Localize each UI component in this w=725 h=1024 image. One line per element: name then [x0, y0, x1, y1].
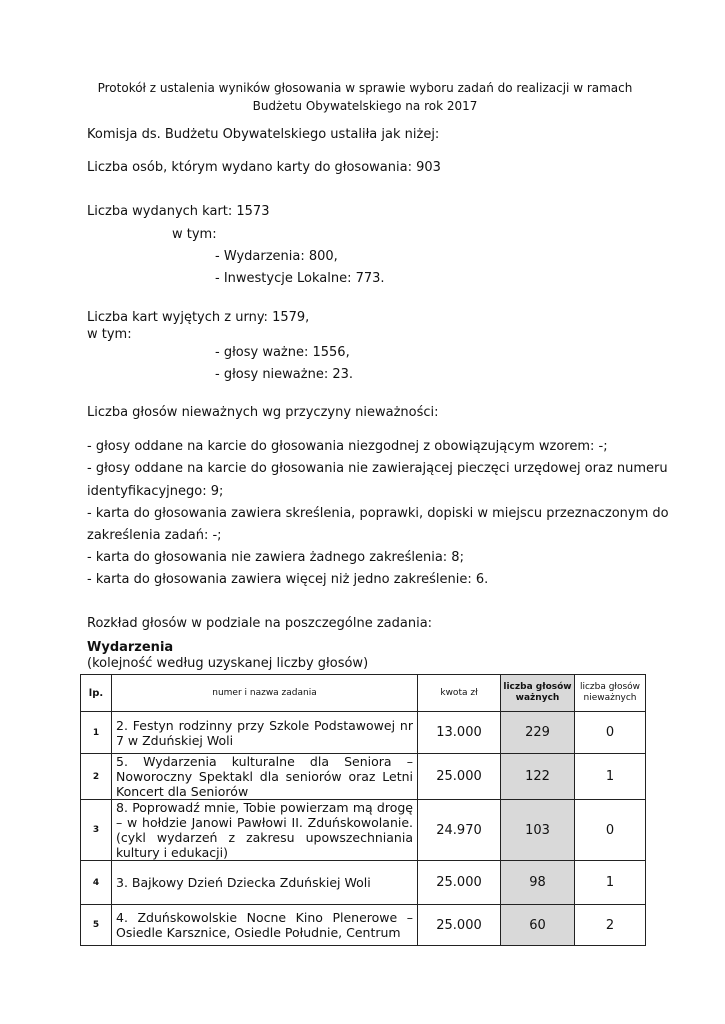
taken-cards-line: Liczba kart wyjętych z urny: 1579,: [87, 310, 310, 325]
invalid-reasons-header: Liczba głosów nieważnych wg przyczyny nieważności:: [87, 405, 439, 420]
row-invalid-votes: 1: [575, 861, 646, 905]
table-row: [81, 712, 646, 754]
row-valid-votes: 229: [501, 712, 575, 754]
header-valid-votes: liczba głosów ważnych: [501, 675, 575, 712]
distribution-header: Rozkład głosów w podziale na poszczególne zadania:: [87, 616, 433, 631]
row-task-name: 5. Wydarzenia kulturalne dla Seniora – Noworoczny Spektakl dla seniorów oraz Letni Koncert dla Seniorów: [112, 754, 418, 800]
issued-w-tym: w tym:: [172, 227, 217, 242]
row-invalid-votes: 0: [575, 712, 646, 754]
row-amount: 25.000: [418, 905, 501, 946]
issued-cards-line: Liczba wydanych kart: 1573: [87, 204, 270, 219]
row-valid-votes: 98: [501, 861, 575, 905]
row-task-name: 4. Zduńskowolskie Nocne Kino Plenerowe – Osiedle Karsznice, Osiedle Południe, Centrum: [112, 905, 418, 946]
table-header-row: [81, 675, 646, 712]
table-row: [81, 861, 646, 905]
row-amount: 25.000: [418, 754, 501, 800]
row-task-name: 2. Festyn rodzinny przy Szkole Podstawowej nr 7 w Zduńskiej Woli: [112, 712, 418, 754]
row-lp: 3: [81, 800, 112, 861]
row-amount: 24.970: [418, 800, 501, 861]
row-lp: 4: [81, 861, 112, 905]
votes-table: [80, 674, 646, 946]
row-lp: 5: [81, 905, 112, 946]
intro-text: Komisja ds. Budżetu Obywatelskiego ustaliła jak niżej:: [87, 127, 440, 142]
invalid-reason-2-line-2: identyfikacyjnego: 9;: [87, 484, 224, 499]
row-invalid-votes: 2: [575, 905, 646, 946]
row-valid-votes: 103: [501, 800, 575, 861]
invalid-reason-3-line-1: - karta do głosowania zawiera skreślenia, poprawki, dopiski w miejscu przeznaczonym do: [87, 506, 669, 521]
section-subtitle: (kolejność według uzyskanej liczby głosów): [87, 656, 369, 671]
row-invalid-votes: 1: [575, 754, 646, 800]
header-amount: kwota zł: [418, 675, 501, 712]
title-line-1: Protokół z ustalenia wyników głosowania w sprawie wyboru zadań do realizacji w ramach: [97, 81, 633, 95]
taken-w-tym: w tym:: [87, 327, 132, 342]
row-invalid-votes: 0: [575, 800, 646, 861]
row-valid-votes: 60: [501, 905, 575, 946]
header-lp: lp.: [81, 675, 112, 712]
row-amount: 25.000: [418, 861, 501, 905]
row-amount: 13.000: [418, 712, 501, 754]
table-row: [81, 754, 646, 800]
document-title: [80, 79, 650, 115]
invalid-reason-1: - głosy oddane na karcie do głosowania niezgodnej z obowiązującym wzorem: -;: [87, 439, 608, 454]
issued-item-events: - Wydarzenia: 800,: [215, 249, 338, 264]
table-row: [81, 800, 646, 861]
row-task-name: 3. Bajkowy Dzień Dziecka Zduńskiej Woli: [112, 861, 418, 905]
header-task-name: numer i nazwa zadania: [112, 675, 418, 712]
row-valid-votes: 122: [501, 754, 575, 800]
section-title: Wydarzenia: [87, 640, 174, 655]
invalid-reason-5: - karta do głosowania zawiera więcej niż jedno zakreślenie: 6.: [87, 572, 489, 587]
taken-item-invalid: - głosy nieważne: 23.: [215, 367, 354, 382]
row-lp: 1: [81, 712, 112, 754]
issued-item-investments: - Inwestycje Lokalne: 773.: [215, 271, 385, 286]
taken-item-valid: - głosy ważne: 1556,: [215, 345, 350, 360]
row-lp: 2: [81, 754, 112, 800]
row-task-name: 8. Poprowadź mnie, Tobie powierzam mą drogę – w hołdzie Janowi Pawłowi II. Zduńskowolanie. (cykl wydarzeń z zakresu upowszechniania kultury i edukacji): [112, 800, 418, 861]
persons-count-line: Liczba osób, którym wydano karty do głosowania: 903: [87, 160, 441, 175]
header-invalid-votes: liczba głosów nieważnych: [575, 675, 646, 712]
title-line-2: Budżetu Obywatelskiego na rok 2017: [252, 99, 478, 113]
table-row: [81, 905, 646, 946]
invalid-reason-2-line-1: - głosy oddane na karcie do głosowania nie zawierającej pieczęci urzędowej oraz numeru: [87, 461, 668, 476]
invalid-reason-4: - karta do głosowania nie zawiera żadnego zakreślenia: 8;: [87, 550, 464, 565]
invalid-reason-3-line-2: zakreślenia zadań: -;: [87, 528, 222, 543]
